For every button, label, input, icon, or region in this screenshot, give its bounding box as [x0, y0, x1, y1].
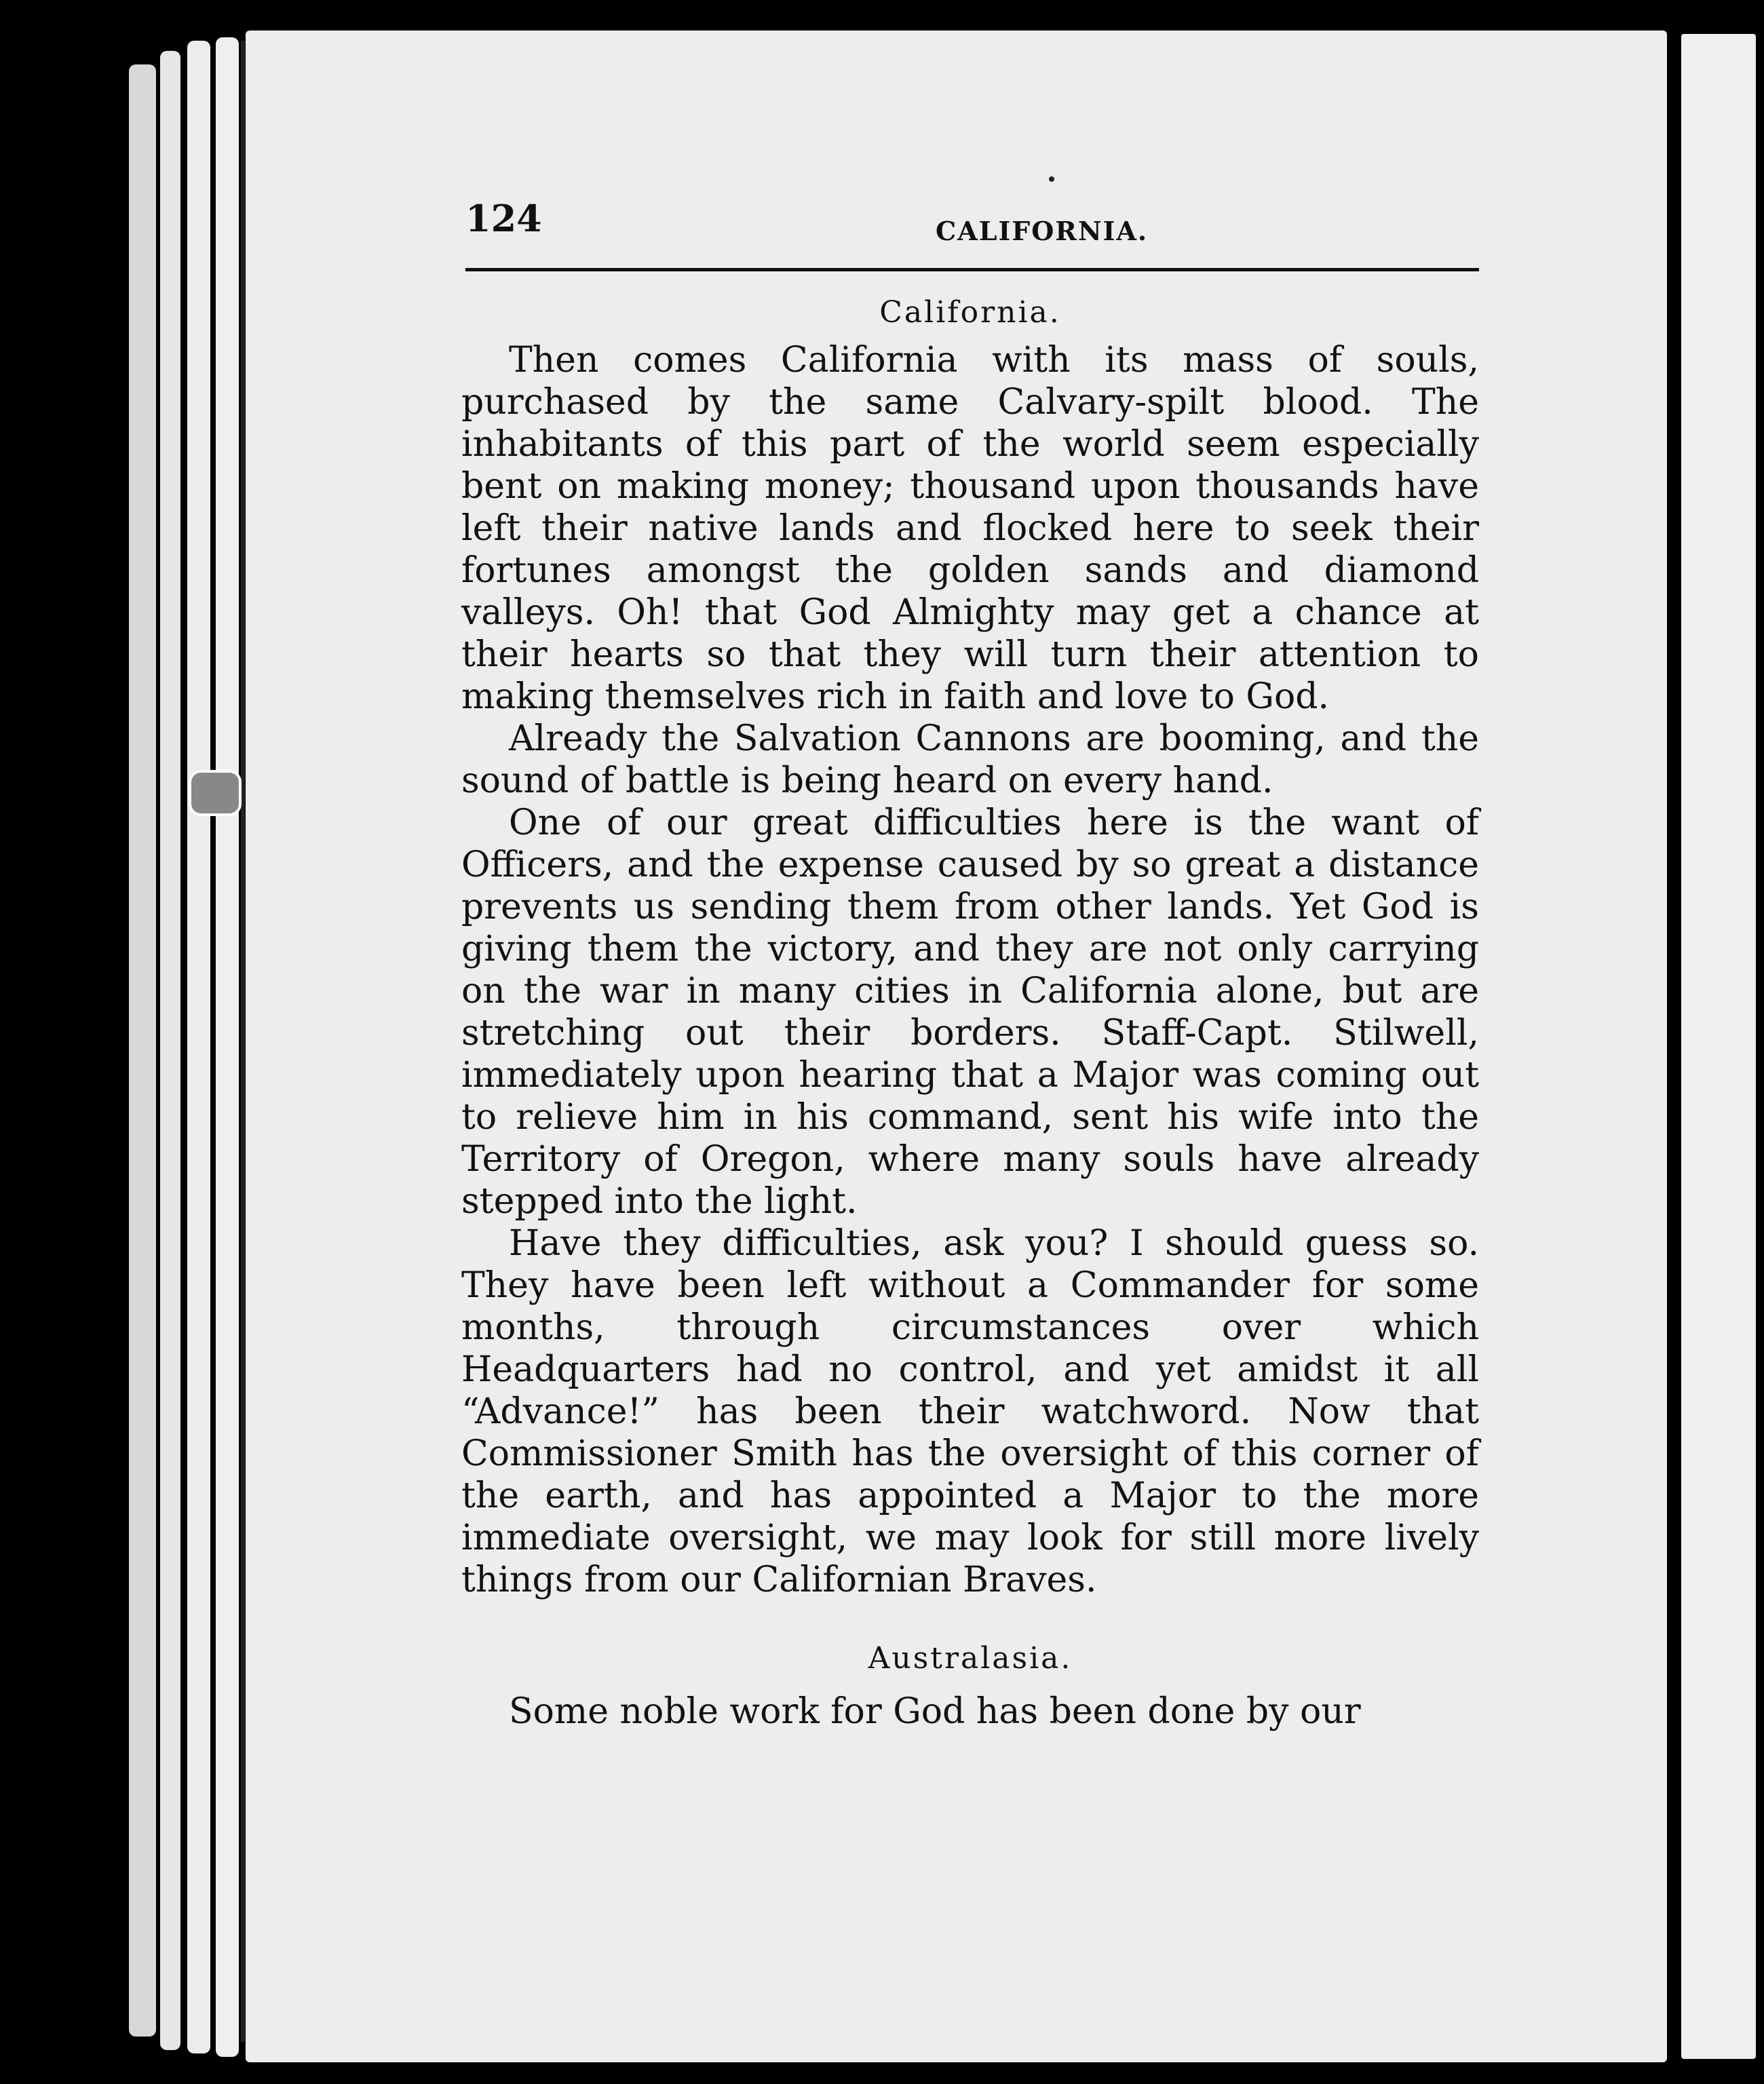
header-rule	[465, 268, 1479, 271]
paragraph: Have they difficulties, ask you? I should guess so. They have been left without a Commander for some months, through circumstances over which Headquarters had no control, and yet amidst it all “Advance!” has been their watchword. Now that Commissioner Smith has the oversight of this corner of the earth, and has appointed a Major to the more immediate oversight, we may look for still more lively things from our Californian Braves.	[461, 1223, 1479, 1600]
ink-speck	[1049, 176, 1054, 182]
page-number: 124	[465, 197, 542, 240]
paragraph: Then comes California with its mass of souls, purchased by the same Calvary-spilt blood. The inhabitants of this part of the world seem especially bent on making money; thousand upon thousands have left their native lands and flocked here to seek their fortunes amongst the golden sands and diamond valleys. Oh! that God Almighty may get a chance at their hearts so that they will turn their attention to making themselves rich in faith and love to God.	[461, 340, 1479, 717]
page-edge	[216, 37, 239, 2057]
page-edge	[160, 51, 180, 2050]
page-edge	[187, 41, 210, 2053]
section-heading: California.	[879, 295, 1061, 330]
page-header	[465, 197, 1479, 251]
paragraph: Some noble work for God has been done by our	[509, 1691, 1361, 1732]
body-text	[461, 292, 1479, 1733]
running-head: CALIFORNIA.	[936, 216, 1149, 246]
paragraph: One of our great difficulties here is the want of Officers, and the expense caused by so great a distance prevents us sending them from other lands. Yet God is giving them the victory, and they are not only carrying on the war in many cities in California alone, but are stretching out their borders. Staff-Capt. Stilwell, immediately upon hearing that a Major was coming out to relieve him in his command, sent his wife into the Territory of Oregon, where many souls have already stepped into the light.	[461, 803, 1479, 1222]
paragraph: Already the Salvation Cannons are booming, and the sound of battle is being heard on every hand.	[461, 718, 1479, 801]
binding-shadow	[241, 41, 245, 2042]
section-heading: Australasia.	[868, 1641, 1073, 1676]
page-blemish	[189, 770, 242, 816]
page-edge	[129, 64, 156, 2037]
facing-page-edge	[1681, 34, 1756, 2059]
